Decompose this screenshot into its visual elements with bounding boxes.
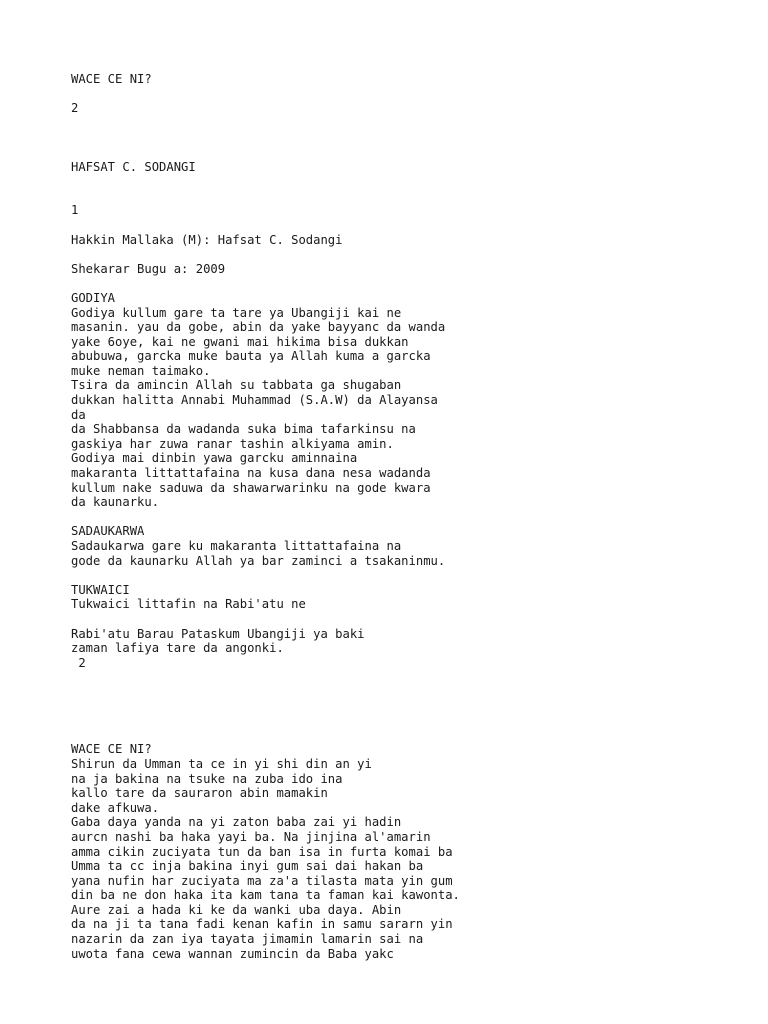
text-line: masanin. yau da gobe, abin da yake bayyanc da wanda — [71, 320, 446, 335]
text-line: dake afkuwa. — [71, 800, 160, 815]
text-line: Shirun da Umman ta ce in yi shi din an yi — [71, 756, 372, 771]
story-title: WACE CE NI? — [71, 742, 152, 757]
text-line: nazarin da zan iya tayata jimamin lamarin sai na — [71, 932, 424, 947]
author-name: HAFSAT C. SODANGI — [71, 159, 196, 174]
text-line: Aure zai a hada ki ke da wanki uba daya. Abin — [71, 902, 402, 917]
page-number: 2 — [71, 655, 86, 670]
text-line: yake 6oye, kai ne gwani mai hikima bisa dukkan — [71, 334, 409, 349]
text-line: zaman lafiya tare da angonki. — [71, 641, 284, 656]
publication-year: Shekarar Bugu a: 2009 — [71, 261, 226, 276]
text-line: kullum nake saduwa da shawarwarinku na gode kwara — [71, 480, 431, 495]
text-line: gode da kaunarku Allah ya bar zaminci a tsakaninmu. — [71, 553, 446, 568]
text-line: Tsira da amincin Allah su tabbata ga shugaban — [71, 378, 402, 393]
text-line: Rabi'atu Barau Pataskum Ubangiji ya baki — [71, 626, 365, 641]
text-line: dukkan halitta Annabi Muhammad (S.A.W) da Alayansa — [71, 393, 438, 408]
volume-number: 2 — [71, 101, 79, 116]
text-line: Godiya kullum gare ta tare ya Ubangiji kai ne — [71, 305, 402, 320]
text-line: yana nufin har zuciyata ma za'a tilasta mata yin gum — [71, 873, 453, 888]
text-line: gaskiya har zuwa ranar tashin alkiyama amin. — [71, 436, 394, 451]
sadaukarwa-paragraph — [71, 539, 751, 568]
section-heading-godiya: GODIYA — [71, 290, 116, 305]
text-line: amma cikin zuciyata tun da ban isa in furta komai ba — [71, 844, 453, 859]
text-line: kallo tare da sauraron abin mamakin — [71, 786, 328, 801]
text-line: din ba ne don haka ita kam tana ta faman kai kawonta. — [71, 888, 460, 903]
text-line: da Shabbansa da wadanda suka bima tafarkinsu na — [71, 422, 416, 437]
book-title: WACE CE NI? — [71, 72, 152, 86]
text-line: abubuwa, garcka muke bauta ya Allah kuma a garcka — [71, 349, 431, 364]
text-line: na ja bakina na tsuke na zuba ido ina — [71, 771, 343, 786]
text-line: Godiya mai dinbin yawa garcku aminnaina — [71, 451, 358, 466]
text-line: muke neman taimako. — [71, 363, 211, 378]
text-line: da kaunarku. — [71, 495, 160, 510]
text-line: uwota fana cewa wannan zumincin da Baba yakc — [71, 946, 394, 961]
godiya-paragraph — [71, 306, 751, 510]
story-paragraph — [71, 757, 751, 961]
text-line: Tukwaici littafin na Rabi'atu ne — [71, 597, 306, 612]
text-line: makaranta littattafaina na kusa dana nesa wadanda — [71, 466, 431, 481]
text-line: da — [71, 407, 86, 422]
document-page — [71, 72, 751, 961]
page-number: 1 — [71, 203, 79, 218]
text-line: Sadaukarwa gare ku makaranta littattafaina na — [71, 539, 402, 553]
copyright-line: Hakkin Mallaka (M): Hafsat C. Sodangi — [71, 232, 343, 247]
text-line: da na ji ta tana fadi kenan kafin in samu sararn yin — [71, 917, 453, 932]
text-line: Umma ta cc inja bakina inyi gum sai dai hakan ba — [71, 859, 424, 874]
section-heading-sadaukarwa: SADAUKARWA — [71, 524, 145, 539]
text-line: Gaba daya yanda na yi zaton baba zai yi hadin — [71, 815, 402, 830]
text-line: aurcn nashi ba haka yayi ba. Na jinjina al'amarin — [71, 829, 431, 844]
section-heading-tukwaici: TUKWAICI — [71, 582, 130, 597]
tukwaici-paragraph — [71, 627, 751, 656]
